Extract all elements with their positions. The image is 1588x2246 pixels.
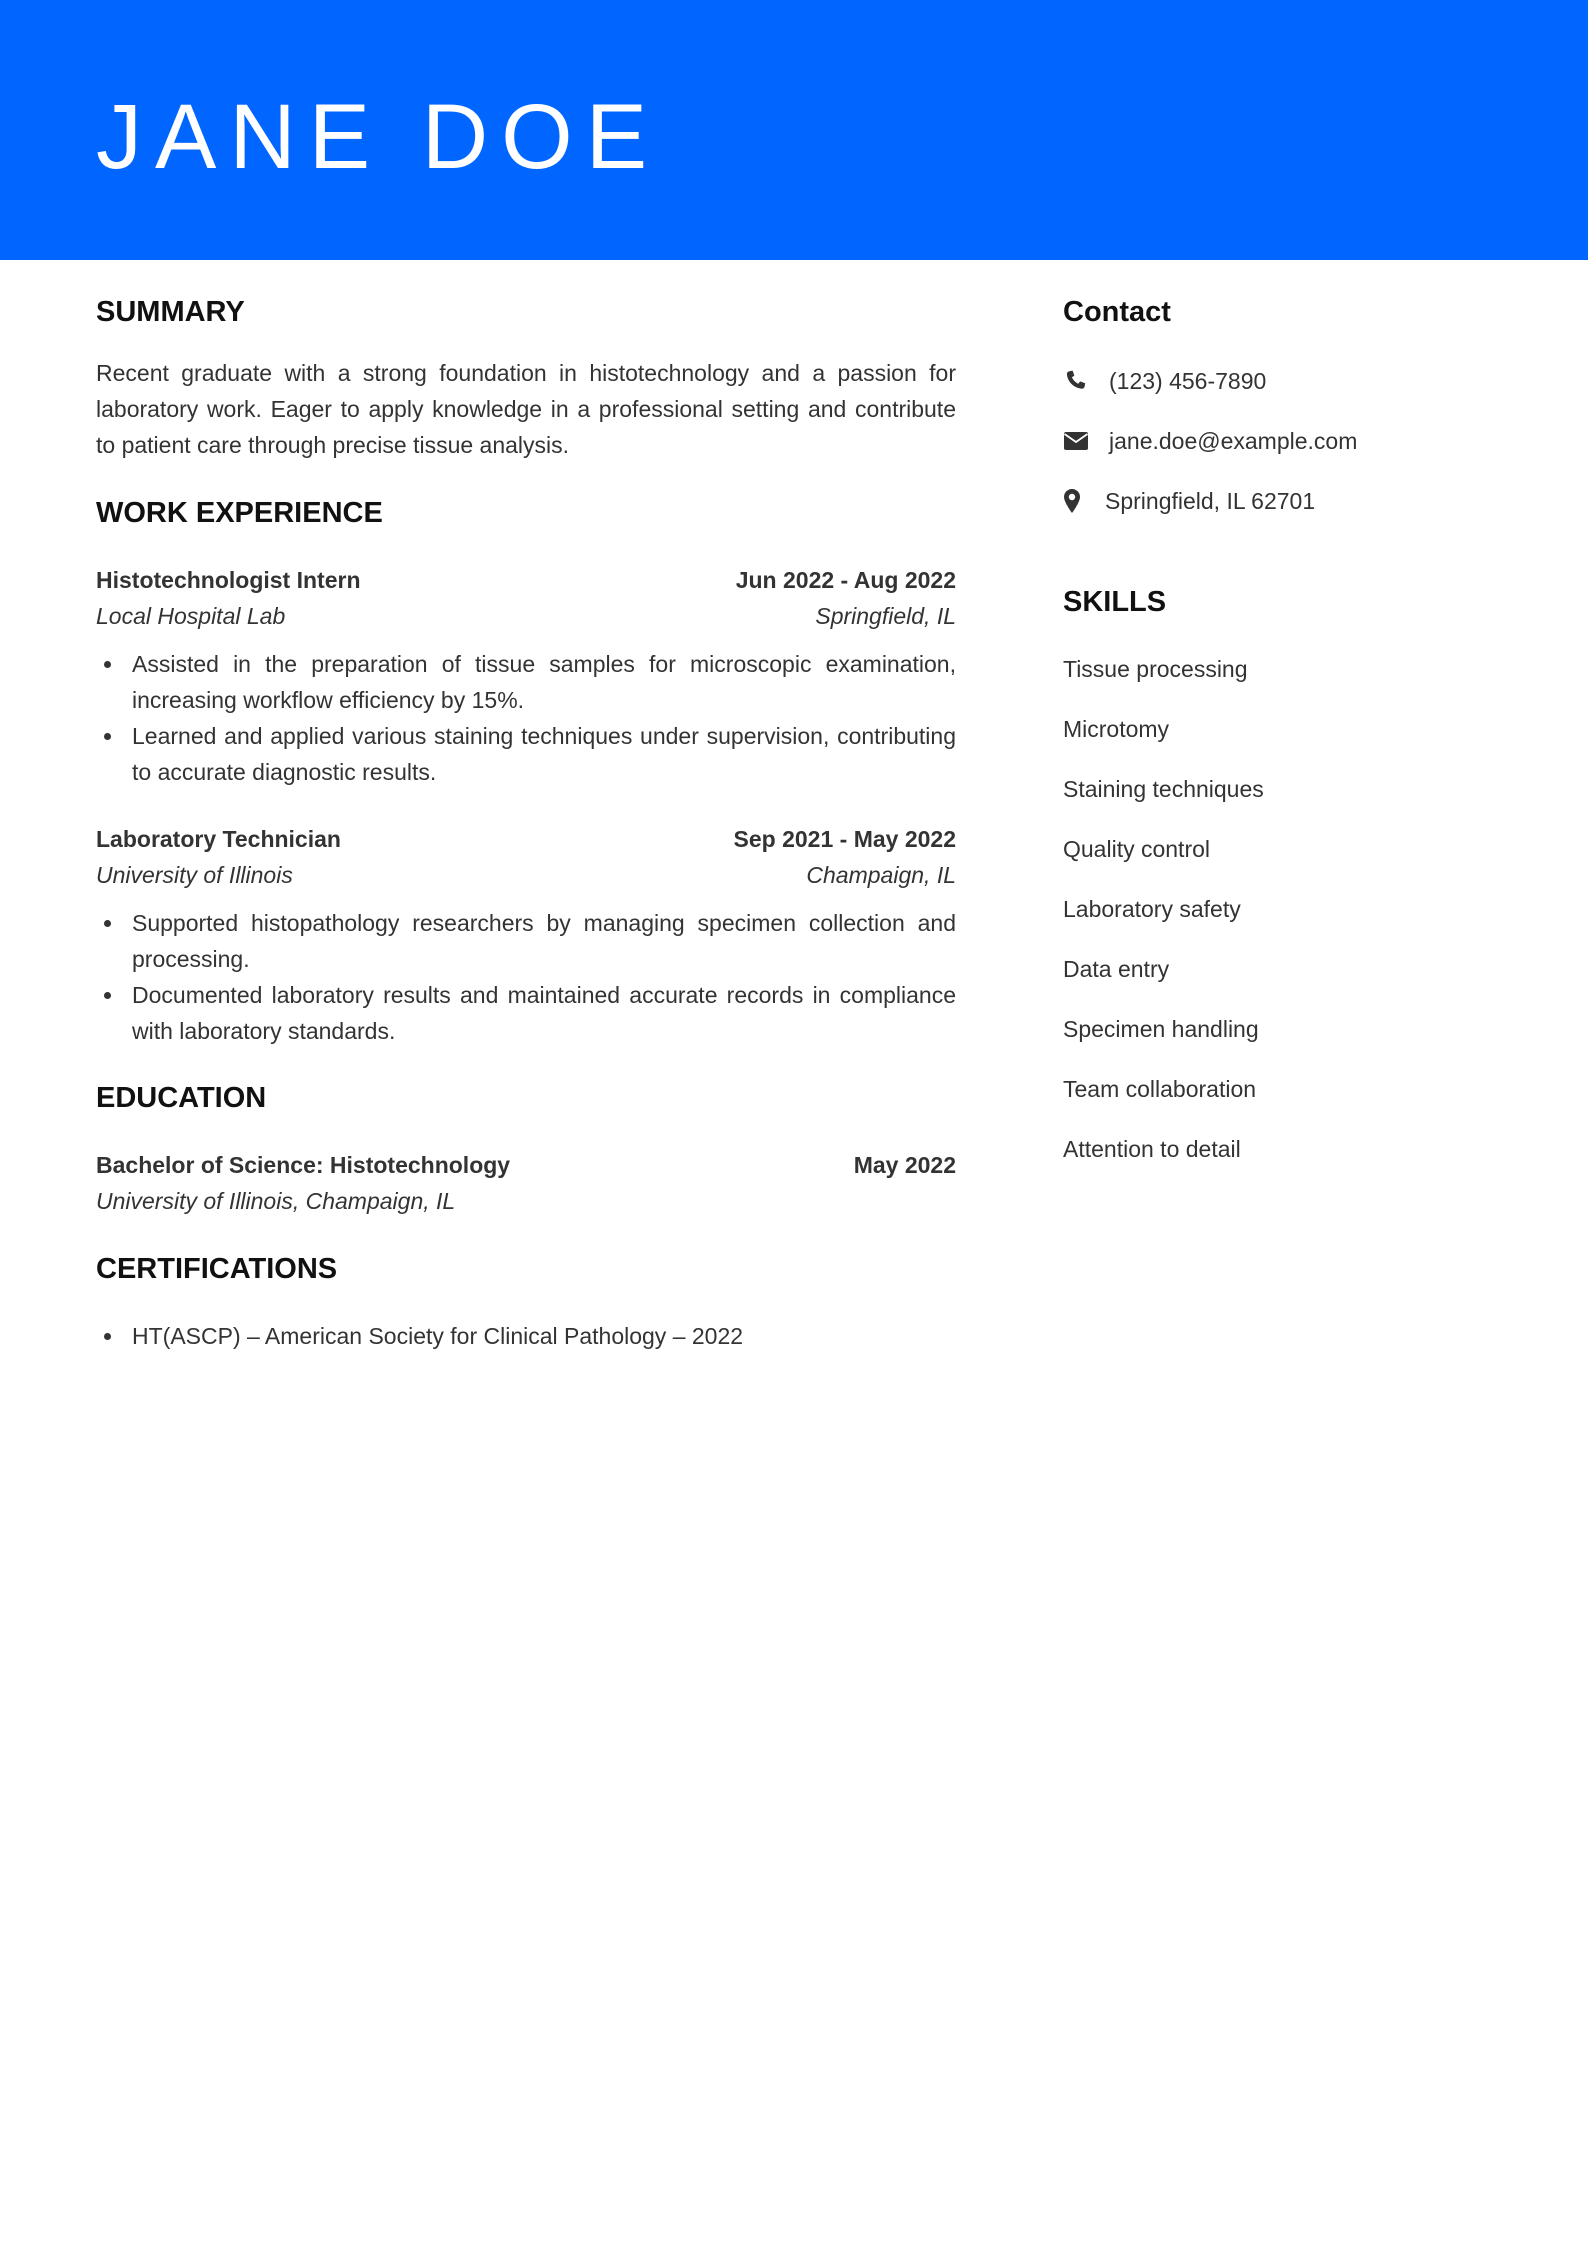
job-header-row [96,562,956,598]
job-dates: Jun 2022 - Aug 2022 [735,567,956,593]
skill-item: Data entry [1063,956,1170,982]
job-bullets [96,646,956,790]
skills-list [1063,651,1503,1167]
bullet-icon [104,1333,111,1340]
skill-item: Specimen handling [1063,1016,1259,1042]
bullet-text: Assisted in the preparation of tissue samples for microscopic examination, increasing workflow efficiency by 15%. [132,651,956,713]
bullet-text: Learned and applied various staining techniques under supervision, contributing to accurate diagnostic results. [132,723,956,785]
list-item [96,905,956,977]
graduation-date: May 2022 [853,1152,956,1178]
job-company-row [96,857,956,893]
certifications-list [96,1318,956,1354]
certifications-heading: CERTIFICATIONS [96,1253,338,1285]
job-company-row [96,598,956,634]
job-location: Springfield, IL [815,603,956,629]
job-title: Histotechnologist Intern [96,567,361,593]
bullet-text: Supported histopathology researchers by managing specimen collection and processing. [132,910,956,972]
education-entry [96,1147,956,1219]
degree: Bachelor of Science: Histotechnology [96,1152,511,1178]
skill-item: Team collaboration [1063,1076,1257,1102]
skill-item: Microtomy [1063,716,1170,742]
skill-item: Attention to detail [1063,1136,1241,1162]
bullet-icon [104,992,111,999]
bullet-icon [104,733,111,740]
candidate-name: JANE DOE [96,86,661,188]
certification-text: HT(ASCP) – American Society for Clinical Pathology – 2022 [132,1323,744,1349]
bullet-icon [104,920,111,927]
skill-item: Quality control [1063,836,1211,862]
email-address[interactable]: jane.doe@example.com [1109,428,1358,454]
header-banner [0,0,1588,260]
education-school-row [96,1183,956,1219]
job-title: Laboratory Technician [96,826,341,852]
sidebar-column [1063,292,1503,1167]
main-column [96,292,956,1354]
list-item [96,977,956,1049]
map-pin-icon [1063,486,1089,516]
address: Springfield, IL 62701 [1105,488,1316,514]
education-header-row [96,1147,956,1183]
contact-heading: Contact [1063,296,1171,328]
job-dates: Sep 2021 - May 2022 [733,826,956,852]
job-location: Champaign, IL [806,862,956,888]
list-item [96,718,956,790]
skills-heading: SKILLS [1063,586,1167,618]
summary-heading: SUMMARY [96,296,245,328]
skill-item: Tissue processing [1063,656,1248,682]
list-item [96,1318,956,1354]
job-bullets [96,905,956,1049]
list-item [96,646,956,718]
phone-number: (123) 456-7890 [1109,368,1267,394]
work-experience-heading: WORK EXPERIENCE [96,497,383,529]
job-company: University of Illinois [96,862,293,888]
summary-text: Recent graduate with a strong foundation in histotechnology and a passion for laboratory work. Eager to apply knowledge in a professional setting and contribute to patient care through precise tissue analysis. [96,360,956,458]
job-entry [96,562,956,790]
job-entry [96,821,956,1049]
education-heading: EDUCATION [96,1082,267,1114]
job-company: Local Hospital Lab [96,603,286,629]
job-header-row [96,821,956,857]
contact-phone [1063,363,1503,399]
bullet-text: Documented laboratory results and maintained accurate records in compliance with laboratory standards. [132,982,956,1044]
phone-icon [1063,366,1093,396]
skill-item: Laboratory safety [1063,896,1241,922]
contact-address [1063,483,1503,519]
bullet-icon [104,661,111,668]
school: University of Illinois, Champaign, IL [96,1188,456,1214]
skill-item: Staining techniques [1063,776,1264,802]
envelope-icon [1063,426,1093,456]
contact-email [1063,423,1503,459]
